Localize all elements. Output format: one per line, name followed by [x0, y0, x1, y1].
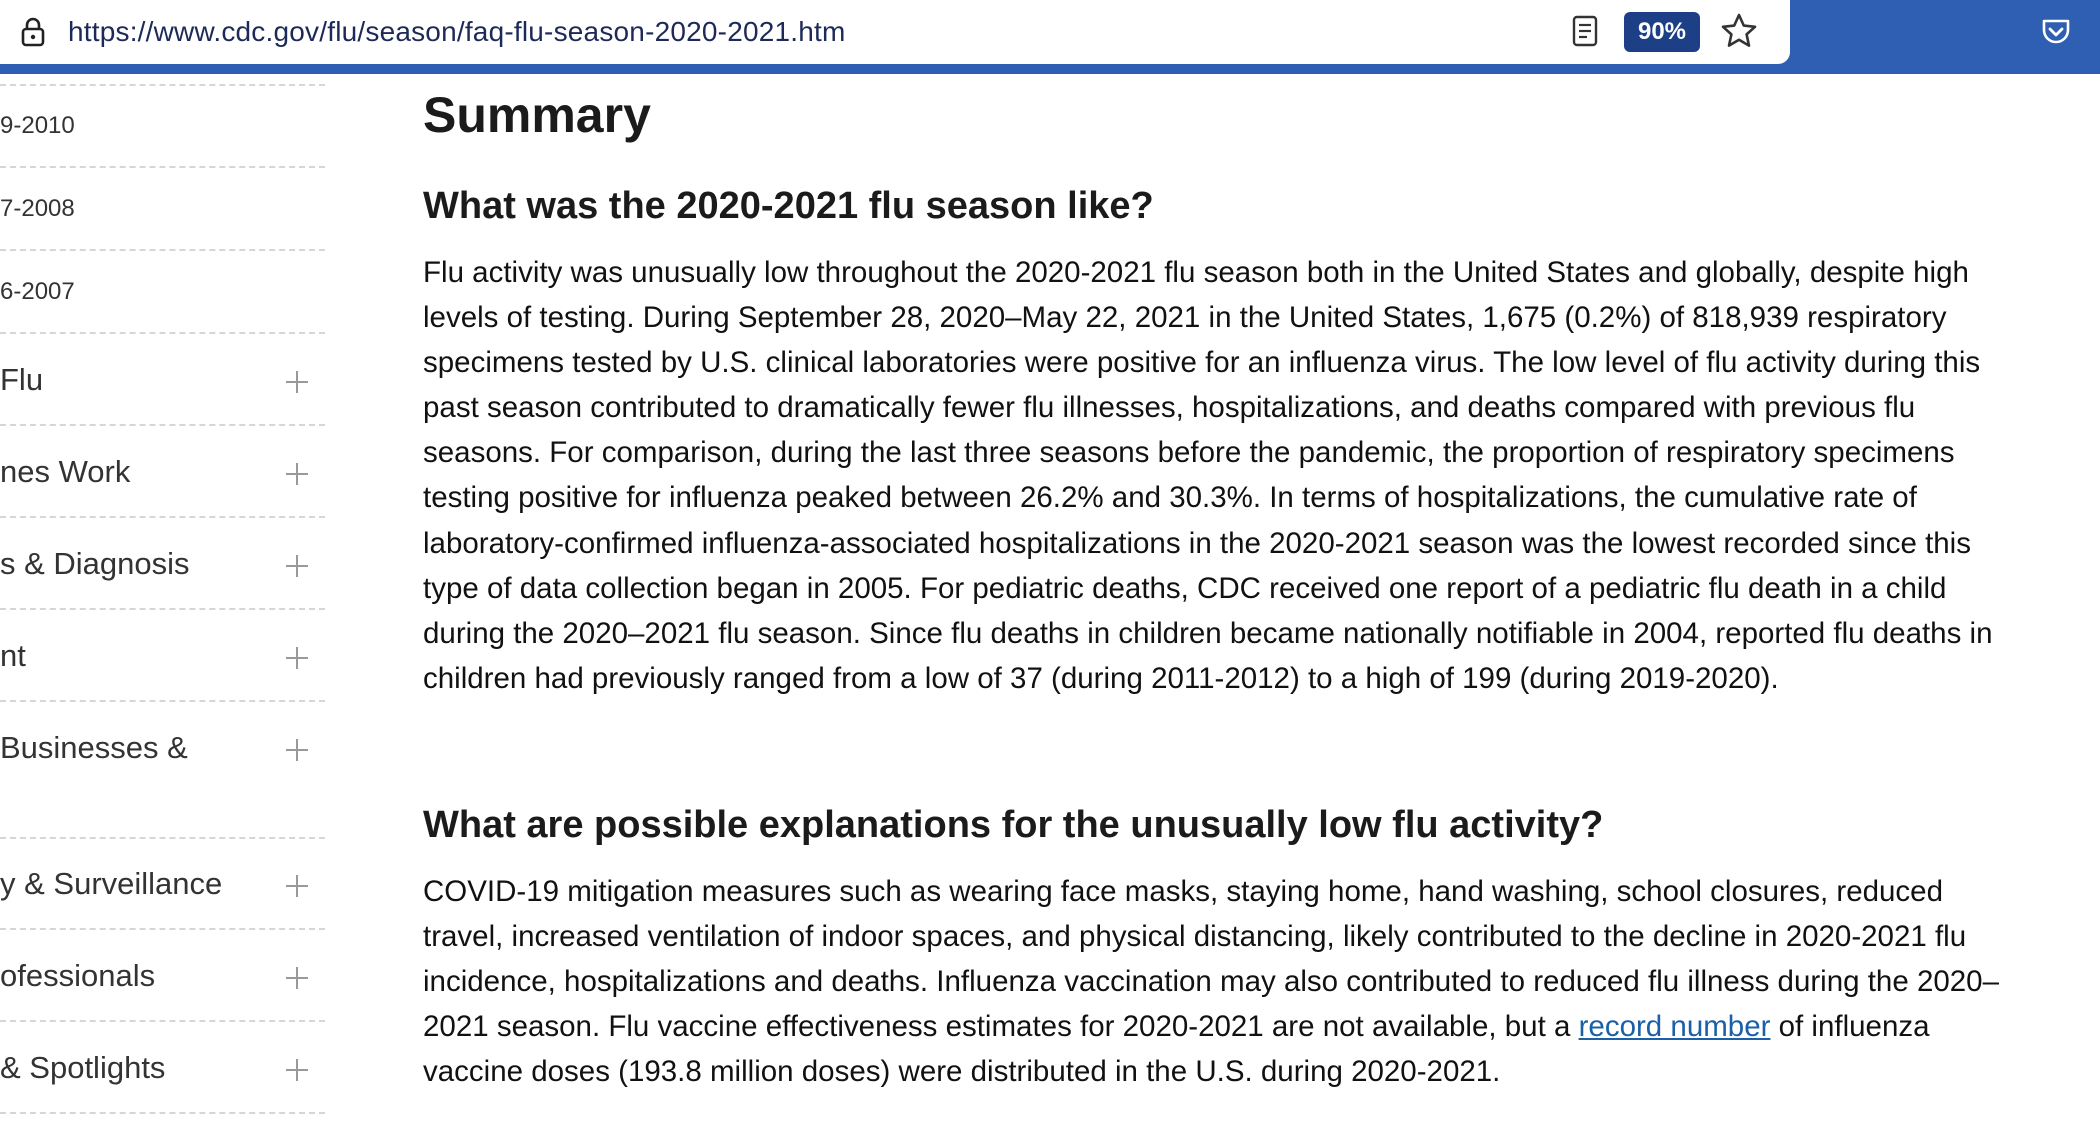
expand-plus-icon[interactable]: [284, 873, 310, 899]
body-text-before-link: COVID-19 mitigation measures such as wearing face masks, staying home, hand washing, school closures, reduced travel, increased ventilation of indoor spaces, and physical distancing, likely contributed to the decline in 2020-2021 flu incidence, hospitalizations and deaths. Influenza vaccination may also contributed to reduced flu illness during the 2020–2021 season. Flu vaccine effectiveness estimates for 2020-2021 are not available, but a: [423, 875, 1999, 1044]
reader-view-icon[interactable]: [1571, 14, 1599, 48]
sidebar-divider: [0, 1020, 325, 1022]
expand-plus-icon[interactable]: [284, 1057, 310, 1083]
sidebar-divider: [0, 516, 325, 518]
url-text[interactable]: https://www.cdc.gov/flu/season/faq-flu-season-2020-2021.htm: [68, 16, 846, 47]
sidebar-item-treatment[interactable]: nt: [0, 638, 26, 673]
sidebar-item-2009-2010[interactable]: 9-2010: [0, 112, 75, 139]
toolbar-progress-strip: [0, 64, 1790, 74]
sidebar-divider: [0, 1112, 325, 1114]
bookmark-star-icon[interactable]: [1720, 12, 1758, 50]
sidebar-item-businesses[interactable]: Businesses &: [0, 730, 188, 765]
expand-plus-icon[interactable]: [284, 461, 310, 487]
expand-plus-icon[interactable]: [284, 737, 310, 763]
expand-plus-icon[interactable]: [284, 553, 310, 579]
section-body-flu-season: Flu activity was unusually low throughout the 2020-2021 flu season both in the United States and globally, despite high levels of testing. During September 28, 2020–May 22, 2021 in the United States, 1,675 (0.2%) of 818,939 respiratory specimens tested by U.S. clinical laboratories were positive for an influenza virus. The low level of flu activity during this past season contributed to dramatically fewer flu illnesses, hospitalizations, and deaths compared with previous flu seasons. For comparison, during the last three seasons before the pandemic, the proportion of respiratory specimens testing positive for influenza peaked between 26.2% and 30.3%. In terms of hospitalizations, the cumulative rate of laboratory-confirmed influenza-associated hospitalizations in the 2020-2021 season was the lowest recorded since this type of data collection began in 2005. For pediatric deaths, CDC received one report of a pediatric flu death in a child during the 2020–2021 flu season. Since flu deaths in children became nationally notifiable in 2004, reported flu deaths in children had previously ranged from a low of 37 (during 2011-2012) to a high of 199 (during 2019-2020).: [423, 256, 1993, 695]
sidebar-divider: [0, 700, 325, 702]
browser-toolbar: [0, 0, 2100, 74]
page-title: Summary: [423, 87, 651, 143]
sidebar-item-activity-surveillance[interactable]: y & Surveillance: [0, 866, 223, 901]
sidebar-item-flu[interactable]: Flu: [0, 362, 44, 397]
section-body-explanations: [423, 869, 2013, 1094]
sidebar-divider: [0, 249, 325, 251]
body-text-after-link: of influenza vaccine doses (193.8 million doses) were distributed in the U.S. during 2020-2021.: [423, 1010, 1930, 1089]
url-bar[interactable]: [0, 0, 1790, 64]
sidebar-nav: [0, 74, 325, 1130]
sidebar-item-2007-2008[interactable]: 7-2008: [0, 195, 75, 222]
sidebar-divider: [0, 928, 325, 930]
sidebar-divider: [0, 84, 325, 86]
record-number-link[interactable]: record number: [1578, 1010, 1771, 1044]
sidebar-item-symptoms-diagnosis[interactable]: s & Diagnosis: [0, 546, 190, 581]
sidebar-item-health-professionals[interactable]: ofessionals: [0, 958, 156, 993]
sidebar-divider: [0, 837, 325, 839]
sidebar-divider: [0, 424, 325, 426]
zoom-level-badge[interactable]: 90%: [1624, 12, 1700, 52]
section-heading-explanations: What are possible explanations for the unusually low flu activity?: [423, 804, 1604, 846]
pocket-icon[interactable]: [2040, 16, 2072, 48]
sidebar-item-spotlights[interactable]: & Spotlights: [0, 1050, 166, 1085]
sidebar-divider: [0, 332, 325, 334]
expand-plus-icon[interactable]: [284, 369, 310, 395]
sidebar-divider: [0, 166, 325, 168]
sidebar-item-vaccines-work[interactable]: nes Work: [0, 454, 131, 489]
expand-plus-icon[interactable]: [284, 645, 310, 671]
section-heading-flu-season: What was the 2020-2021 flu season like?: [423, 185, 1154, 227]
expand-plus-icon[interactable]: [284, 965, 310, 991]
sidebar-item-2006-2007[interactable]: 6-2007: [0, 278, 75, 305]
sidebar-divider: [0, 608, 325, 610]
lock-icon[interactable]: [20, 16, 46, 48]
